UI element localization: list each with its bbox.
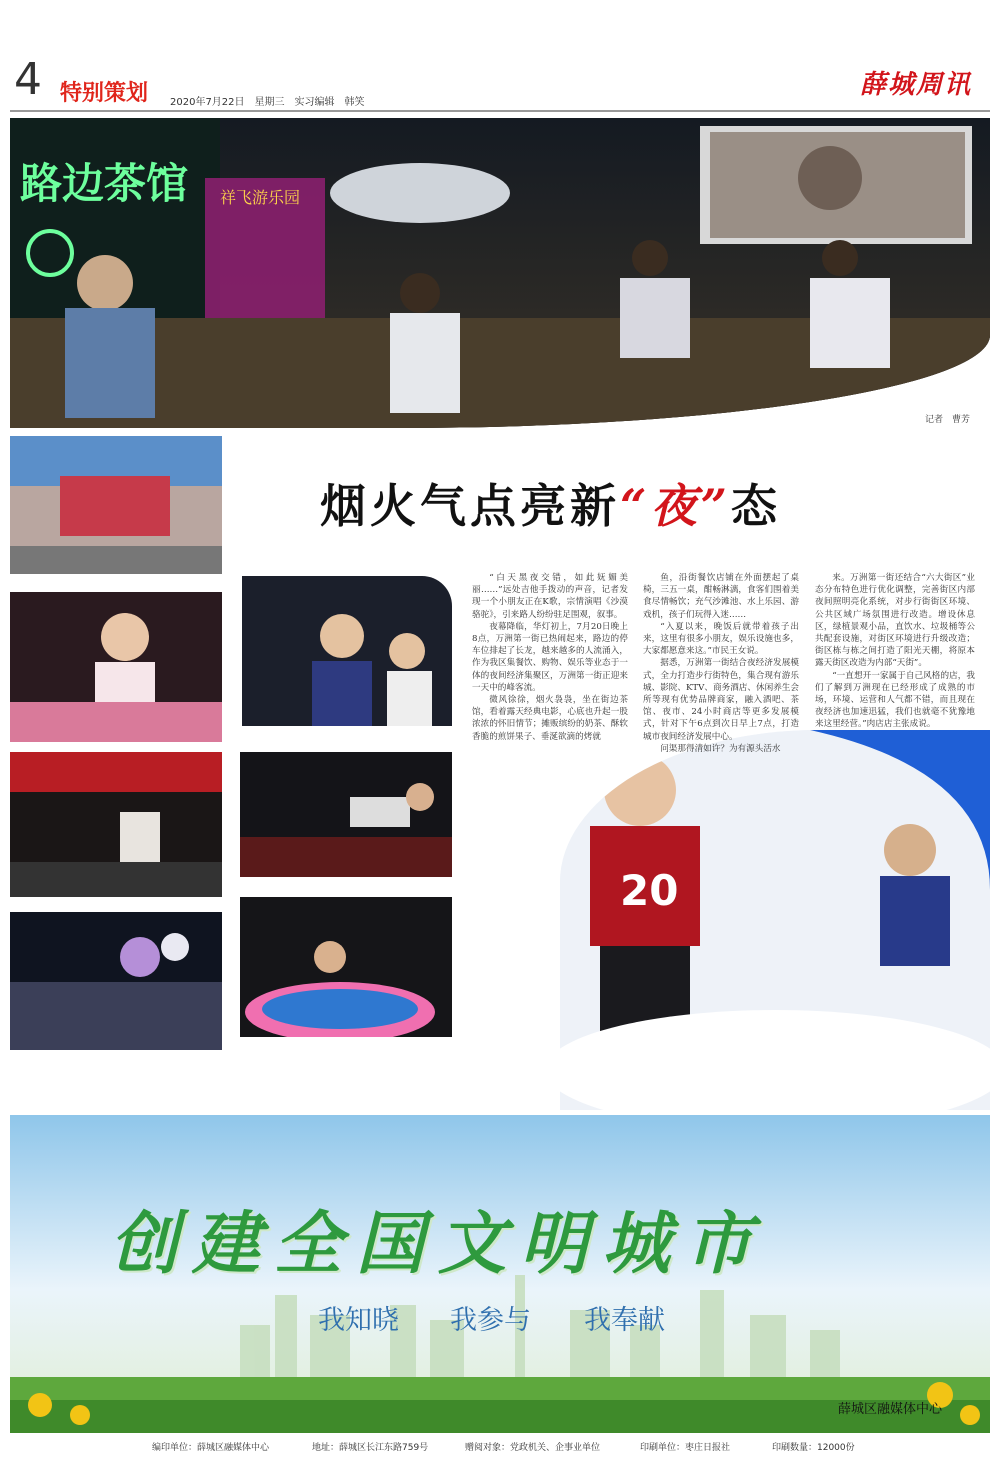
banner-organization: 薛城区融媒体中心: [838, 1402, 943, 1417]
title-part2: 态: [730, 479, 781, 533]
article-paragraph: 鱼，沿街餐饮店铺在外面摆起了桌椅，三五一桌，酣畅淋漓，食客们围着美食尽情畅饮；充气沙滩池、水上乐园、游戏机，孩子们玩得入迷……: [643, 573, 799, 620]
article-paragraph: 夜幕降临，华灯初上，7月20日晚上8点，万洲第一街已热闹起来，路边的停车位排起了长龙，越来越多的人流涌入，作为我区集餐饮、购物、娱乐等业态于一体的夜间经济集聚区，万洲第一街正迎来一天中的峰客流。: [472, 621, 628, 693]
svg-text:路边茶馆: 路边茶馆: [20, 159, 189, 208]
credit-label: 记者: [925, 415, 944, 425]
fishing-pool-art: [240, 897, 452, 1037]
kids-singing-photo: [242, 576, 452, 726]
article-paragraph: 问渠那得清如许？为有源头活水: [660, 743, 781, 754]
article-paragraph: 来。万洲第一街还结合“六大街区”业态分布特色进行优化调整，完善街区内部夜间照明亮化系统，对步行街街区环境、公共区域广场氛围进行改造。增设休息区，绿植景观小品，直饮水、垃圾桶等公共配套设施，对街区环境进行升级改造；街区栋与栋之间打造了阳光天棚，将原本露天街区改造为内部“天街”。: [815, 573, 975, 669]
title-quote-open: “: [620, 479, 651, 533]
footer-editor-unit: 编印单位：薛城区融媒体中心: [152, 1443, 270, 1453]
foam-party-art: [560, 730, 990, 1110]
article-paragraph: “白天黑夜交错，如此妩媚美丽……”远处吉他手拨动的声音，记者发现一个小朋友正在K歌，宗情演唱《沙漠骆驼》，引来路人纷纷驻足围观，叙事。: [472, 573, 628, 620]
article-column-2: [643, 572, 799, 755]
page-number: 4: [14, 54, 42, 105]
fishing-pool-photo: [240, 897, 452, 1037]
credit-name: 曹芳: [952, 415, 971, 425]
toy-stall-photo: [10, 912, 222, 1050]
hero-photo-art: [10, 118, 990, 428]
footer-printer: 印刷单位：枣庄日报社: [640, 1443, 731, 1453]
article-title: [320, 470, 781, 536]
night-market-photo: [10, 752, 222, 897]
title-quote-close: ”: [700, 479, 731, 533]
title-night: 夜: [650, 479, 701, 533]
hero-photo: [10, 118, 990, 428]
child-stall-photo: [10, 592, 222, 742]
foam-party-photo: [560, 730, 990, 1110]
masthead-logo: 薛城周讯: [860, 70, 973, 100]
page-footer: [0, 1436, 1000, 1460]
article-column-3: [815, 572, 975, 731]
ring-toss-art: [240, 752, 452, 877]
child-stall-art: [10, 592, 222, 742]
svg-text:祥飞游乐园: 祥飞游乐园: [220, 188, 301, 207]
slogan-2: 我参与: [450, 1305, 531, 1336]
footer-audience: 赠阅对象：党政机关、企事业单位: [465, 1443, 601, 1453]
article-paragraph: “一直想开一家属于自己风格的店，我们了解到万洲现在已经形成了成熟的市场，环境、运营和人气都不错，而且现在夜经济也加速迅猛，我们也就毫不犹豫地来这里经营。”肉店店主张成说。: [815, 670, 975, 730]
article-paragraph: “入夏以来，晚饭后就带着孩子出来，这里有很多小朋友，娱乐设施也多，大家都愿意来这。”市民王女说。: [643, 621, 799, 657]
mall-photo-art: [10, 436, 222, 574]
night-market-art: [10, 752, 222, 897]
kids-singing-art: [242, 576, 452, 726]
hero-photo-credit: [925, 412, 970, 425]
section-title: 特别策划: [60, 81, 149, 106]
civic-banner-title: 创建全国文明城市: [110, 1204, 767, 1284]
slogan-3: 我奉献: [584, 1305, 665, 1336]
article-paragraph: 据悉，万洲第一街结合夜经济发展模式，全力打造步行街特色，集合现有游乐城、影院、KTV、商务酒店、休闲养生会所等现有优势品牌商家，融入酒吧、茶馆、夜市、24小时商店等更多发展模式，针对下午6点到次日早上7点，打造城市夜间经济发展中心。: [643, 658, 799, 742]
header-rule: [10, 110, 990, 112]
footer-print-count: 印刷数量：12000份: [772, 1443, 855, 1453]
footer-address: 地址：薛城区长江东路759号: [312, 1443, 429, 1453]
ring-toss-photo: [240, 752, 452, 877]
toy-stall-art: [10, 912, 222, 1050]
article-column-1: [472, 572, 628, 743]
slogan-1: 我知晓: [318, 1305, 399, 1336]
article-paragraph: 微风徐徐，烟火袅袅，坐在街边茶馆，看着露天经典电影，心底也升起一股浓浓的怀旧情节；摊贩缤纷的奶茶、酥软香脆的煎饼果子、垂涎欲滴的烤就: [472, 695, 628, 742]
issue-meta: 2020年7月22日 星期三 实习编辑 韩笑: [170, 97, 365, 108]
svg-text:20: 20: [620, 866, 679, 915]
mall-photo: [10, 436, 222, 574]
title-part1: 烟火气点亮新: [320, 479, 620, 533]
